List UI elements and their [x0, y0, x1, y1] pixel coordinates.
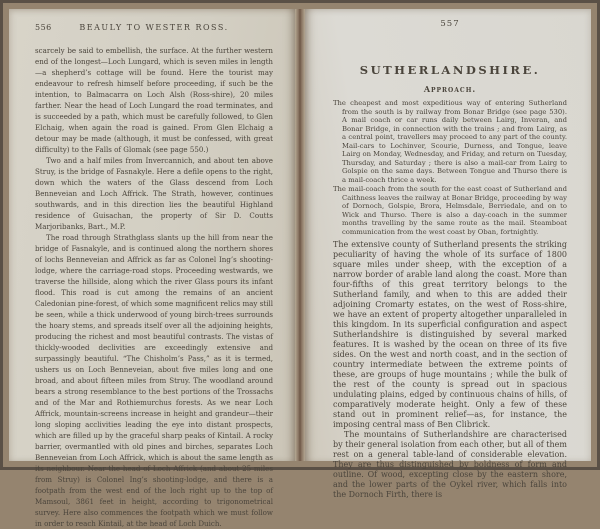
book-gutter: [295, 9, 305, 461]
right-body-paragraph: The extensive county of Sutherland presents the striking peculiarity of having the whole of its surface of 1800 square miles under sheep, with the exception of a narrow border of arable land along the coast. More than four-fifths of this great territory belongs to the Sutherland family, and when to this are added their adjoining Cromarty estates, on the west of Ross-shire, we have an extent of property altogether unparalleled in this kingdom. In its superficial configuration and aspect Sutherlandshire is distinguished by several marked features. It is washed by the ocean on three of its five sides. On the west and north coast, and in the section of country intermediate between the extreme points of these, are groups of huge mountains ; while the bulk of the rest of the county is spread out in spacious undulating plains, edged by continuous chains of hills, of comparatively moderate height. Only a few of these stand out in prominent relief—as, for instance, the imposing central mass of Ben Clibrick.: [333, 240, 567, 430]
left-body-paragraph: scarcely be said to embellish, the surface. At the further western end of the longest—Loch Lungard, which is seven miles in length—a shepherd’s cottage will be found. Here the tourist may endeavour to refresh himself before proceeding, if such be the intention, to Balmacarra on Loch Alsh (Ross-shire), 20 miles farther. Near the head of Loch Lungard the road terminates, and is succeeded by a path, which must be carefully followed, to Glen Elchaig, when again the road is gained. From Glen Elchaig a detour may be made (although, it must be confessed, with great difficulty) to the Falls of Glomak (see page 550.): [35, 45, 273, 155]
left-page: [9, 9, 295, 461]
subsection-title: Approach.: [333, 84, 567, 94]
right-page-number: 557: [333, 19, 567, 29]
section-title: SUTHERLANDSHIRE.: [333, 63, 567, 77]
running-header: BEAULY TO WESTER ROSS.: [79, 23, 228, 32]
approach-note: The cheapest and most expeditious way of entering Sutherland from the south is by railway from Bonar Bridge (see page 530). A mail coach or car runs daily between Lairg, Inveran, and Bonar Bridge, in connection with the trains ; and from Lairg, as a central point, travellers may proceed to any part of the county. Mail-cars to Lochinver, Scourie, Durness, and Tongue, leave Lairg on Monday, Wednesday, and Friday, and return on Tuesday, Thursday, and Saturday ; there is also a mail-car from Lairg to Golspie on the same days. Between Tongue and Thurso there is a mail-coach thrice a week.: [333, 99, 567, 184]
left-body-paragraph: The road through Strathglass slants up the hill from near the bridge of Fasnakyle, and is continued along the northern shores of lochs Benneveian and Affrick as far as Colonel Ing’s shooting-lodge, where the carriage-road stops. Proceeding westwards, we traverse the hillside, along which the river Glass pours its infant flood. This road is cut among the remains of an ancient Caledonian pine-forest, of which some magnificent relics may still be seen, while a thick underwood of young birch-trees surrounds the hoary stems, and spreads itself over all the adjoining heights, producing the richest and most beautiful contrasts. The vistas of thickly-wooded declivities are exceedingly extensive and surpassingly beautiful. “The Chisholm’s Pass,” as it is termed, ushers us on Loch Benneveian, about five miles long and one broad, and about fifteen miles from Struy. The woodland around bears a strong resemblance to the best portions of the Trossachs and of the Mar and Rothiemurchus forests. As we near Loch Affrick, mountain-screens increase in height and grandeur—their long sloping acclivities leading the eye into distant prospects, which are filled up by the graceful sharp peaks of Kintail. A rocky barrier, overmantled with old pines and birches, separates Loch Benneveian from Loch Affrick, which is about the same length as its neighbour. Near the head of Loch Affrick (and about 25 miles from Struy) is Colonel Ing’s shooting-lodge, and there is a footpath from the west end of the loch right up to the top of Mamsoul, 3861 feet in height, according to trigonometrical survey. Here also commences the footpath which we must follow in order to reach Kintail, at the head of Loch Duich.: [35, 232, 273, 529]
left-body-paragraph: Two and a half miles from Invercannich, and about ten above Struy, is the bridge of Fasnakyle. Here a defile opens to the right, down which the waters of the Glass descend from Loch Benneveian and Loch Affrick. The Strath, however, continues southwards, and in this direction lies the beautiful Highland residence of Guisachan, the property of Sir D. Coutts Marjoribanks, Bart., M.P.: [35, 155, 273, 232]
right-page: [305, 9, 591, 461]
right-body-paragraph: The mountains of Sutherlandshire are characterised by their general isolation from each other, but all of them rest on a general table-land of considerable elevation. They are thus distinguished by boldness of form and outline. Of wood, excepting close by the eastern shore, and the lower parts of the Oykel river, which falls into the Dornoch Firth, there is: [333, 430, 567, 500]
left-page-number: 556: [35, 23, 52, 32]
approach-note: The mail-coach from the south for the east coast of Sutherland and Caithness leaves the railway at Bonar Bridge, proceeding by way of Dornoch, Golspie, Brora, Helmsdale, Berriedale, and on to Wick and Thurso. There is also a day-coach in the summer months travelling by the same route as the mail. Steamboat communication from the west coast by Oban, fortnightly.: [333, 185, 567, 236]
left-page-header: [35, 23, 273, 35]
